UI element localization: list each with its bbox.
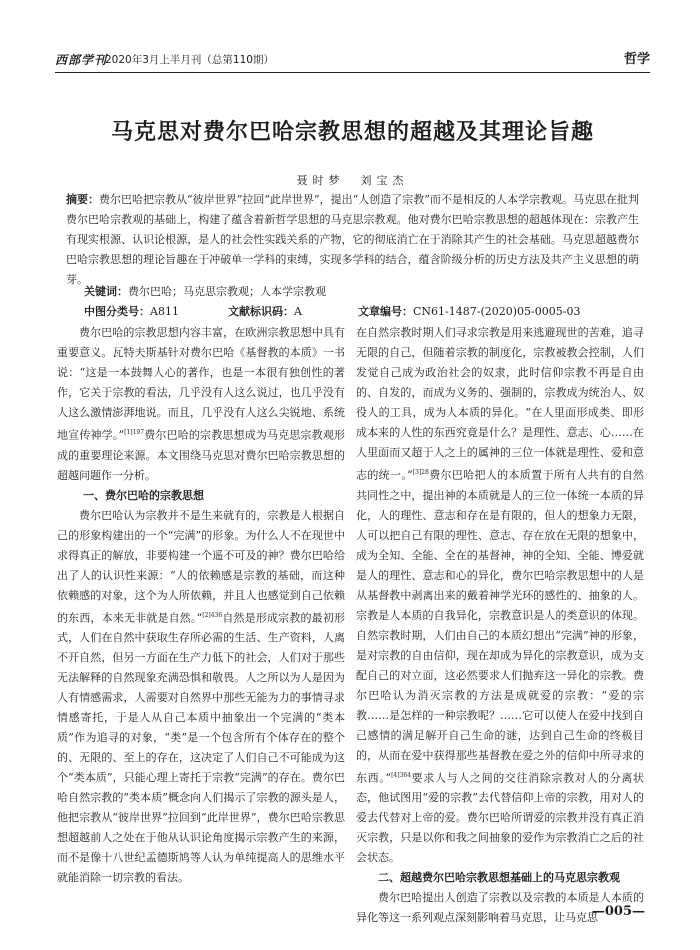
body-paragraph: 在自然宗教时期人们寻求宗教是用来逃避现世的苦难，追寻无限的自己，但随着宗教的制度化，宗教被教会控制，人们发觉自己成为政治社会的奴隶，此时信仰宗教不再是自由的、自发的，而成为义务的、强制的，宗教成为统治人、奴役人的工具，成为人本质的异化。“在人里面形成类、即形成本来的人性的东西究竟是什么？是理性、意志、心……在人里面而又超于人之上的属神的三位一体就是理性、爱和意志的统一。”$^{[3]28}$费尔巴哈把人的本质置于所有人共有的自然共同性之中，提出神的本质就是人的三位一体统一本质的异化，人的理性、意志和存在是有限的，但人的想象力无限，人可以把自己有限的理性、意志、存在放在无限的想象中，成为全知、全能、全在的基督神，神的全知、全能、博爱就是人的理性、意志和心的异化，费尔巴哈宗教思想中的人是从基督教中剥离出来的戴着神学光环的感性的、抽象的人。宗教是人本质的自我异化，宗教意识是人的类意识的体现。自然宗教时期，人们由自己的本质幻想出“完满”神的形象，是对宗教的自由信仰，现在却成为异化的宗教意识，成为支配自己的对立面，这必然要求人们抛弃这一异化的宗教。费尔巴哈认为消灭宗教的方法是成就爱的宗教：“爱的宗教……是怎样的一种宗教呢？……它可以使人在爱中找到自己感情的满足解开自己生命的谜，达到自己生命的终极目的，从而在爱中获得那些基督教在爱之外的信仰中所寻求的东西。”$^{[4]364}$要求人与人之间的交往消除宗教对人的分离状态，他试图用“爱的宗教”去代替信仰上帝的宗教，用对人的爱去代替对上帝的爱。费尔巴哈所谓爱的宗教并没有真正消灭宗教，只是以你和我之间抽象的爱作为宗教消亡之后的社会状态。 — [356, 326, 645, 865]
journal-logo: 西部学刊 — [55, 53, 108, 67]
citation: [1]197 — [124, 429, 145, 436]
authors: 聂时梦 刘宝杰 — [296, 174, 409, 187]
clc-value: A811 — [150, 305, 179, 318]
citation: [2]436 — [202, 611, 223, 619]
body-paragraph: 费尔巴哈认为宗教并不是生来就有的，宗教是人根据自己的形象构建出的一个“完满”的形象。为什么人不在现世中求得真正的解放，非要构建一个遥不可及的神？费尔巴哈给出了人的认识性来源：“人的依赖感是宗教的基础，而这种依赖感的对象，这个为人所依赖，并且人也感觉到自己依赖的东西，本来无非就是自然。”$^{[2]436}$自然是形成宗教的最初形式，人们在自然中获取生存所必需的生活、生产资料，人离不开自然，但另一方面在生产力低下的社会，人们对于那些无法解释的自然现象充满恐惧和敬畏。人之所以为人是因为人有情感需求，人需要对自然界中那些无能为力的事情寻求情感寄托，于是人从自己本质中抽象出一个完满的“类本质”作为追寻的对象，“类”是一个包含所有个体存在的整个的、无限的、至上的存在，这决定了人们自己不可能成为这个“类本质”，只能心理上寄托于宗教“完满”的存在。费尔巴哈自然宗教的“类本质”概念向人们揭示了宗教的源头是人，他把宗教从“彼岸世界”拉回到“此岸世界”，费尔巴哈宗教思想超越前人之处在于他从认识论角度揭示宗教产生的来源，而不是像十八世纪孟德斯鸠等人认为单纯提高人的思维水平就能消除一切宗教的看法。 — [57, 508, 345, 885]
section-heading-1: 一、费尔巴哈的宗教思想 — [83, 488, 204, 502]
abstract — [66, 190, 639, 290]
page-header — [55, 48, 650, 70]
article-no-value: CN61-1487-(2020)05-0005-03 — [413, 305, 581, 318]
keywords — [84, 283, 634, 299]
document-code — [228, 303, 302, 319]
article-title: 马克思对费尔巴哈宗教思想的超越及其理论旨趣 — [110, 119, 594, 145]
article-no-label: 文章编号： — [358, 305, 413, 318]
keywords-label: 关键词： — [84, 285, 128, 298]
citation: [3]28 — [412, 469, 429, 476]
header-rule — [55, 72, 650, 73]
intro-paragraph: 费尔巴哈的宗教思想内容丰富，在欧洲宗教思想中具有重要意义。瓦特夫斯基针对费尔巴哈《基督教的本质》一书说：“这是一本鼓舞人心的著作，也是一本很有独创性的著作，它关于宗教的看法，几乎没有人这么说过，也几乎没有人这么激情澎湃地说。而且，几乎没有人这么尖锐地、系统地宣传神学。”$^{[1]197}$费尔巴哈的宗教思想成为马克思宗教观形成的重要理论来源。本文围绕马克思对费尔巴哈宗教思想的超越问题作一分析。 — [57, 326, 346, 482]
right-column — [356, 323, 644, 928]
body-paragraph: 费尔巴哈提出人创造了宗教以及宗教的本质是人本质的异化等这一系列观点深刻影响着马克思，让马克思 — [356, 891, 644, 925]
keywords-text: 费尔巴哈；马克思宗教观；人本学宗教观 — [128, 285, 326, 298]
citation: [4]364 — [391, 771, 412, 779]
doc-code-value: A — [294, 305, 302, 318]
article-number — [358, 303, 580, 319]
doc-code-label: 文献标识码： — [228, 305, 294, 318]
abstract-label: 摘要： — [66, 193, 100, 206]
section-heading-2: 二、超越费尔巴哈宗教思想基础上的马克思宗教观 — [378, 871, 620, 885]
abstract-text: 费尔巴哈把宗教从“彼岸世界”拉回“此岸世界”，提出“人创造了宗教”而不是相反的人本学宗教观。马克思在批判费尔巴哈宗教观的基础上，构建了蕴含着新哲学思想的马克思宗教观。他对费尔巴哈宗教思想的超越体现在：宗教产生有现实根源、认识论根源，是人的社会性实践关系的产物，它的彻底消亡在于消除其产生的社会基础。马克思超越费尔巴哈宗教思想的理论旨趣在于冲破单一学科的束缚，实现多学科的结合，蕴含阶级分析的历史方法及共产主义思想的萌芽。 — [66, 193, 639, 286]
clc-label: 中图分类号： — [84, 305, 150, 318]
clc-number — [84, 303, 179, 319]
left-column — [57, 323, 345, 888]
journal-issue: 2020年3月上半月刊（总第110期） — [105, 54, 274, 66]
page-number: —005— — [591, 904, 645, 919]
section-label: 哲学 — [623, 52, 650, 67]
